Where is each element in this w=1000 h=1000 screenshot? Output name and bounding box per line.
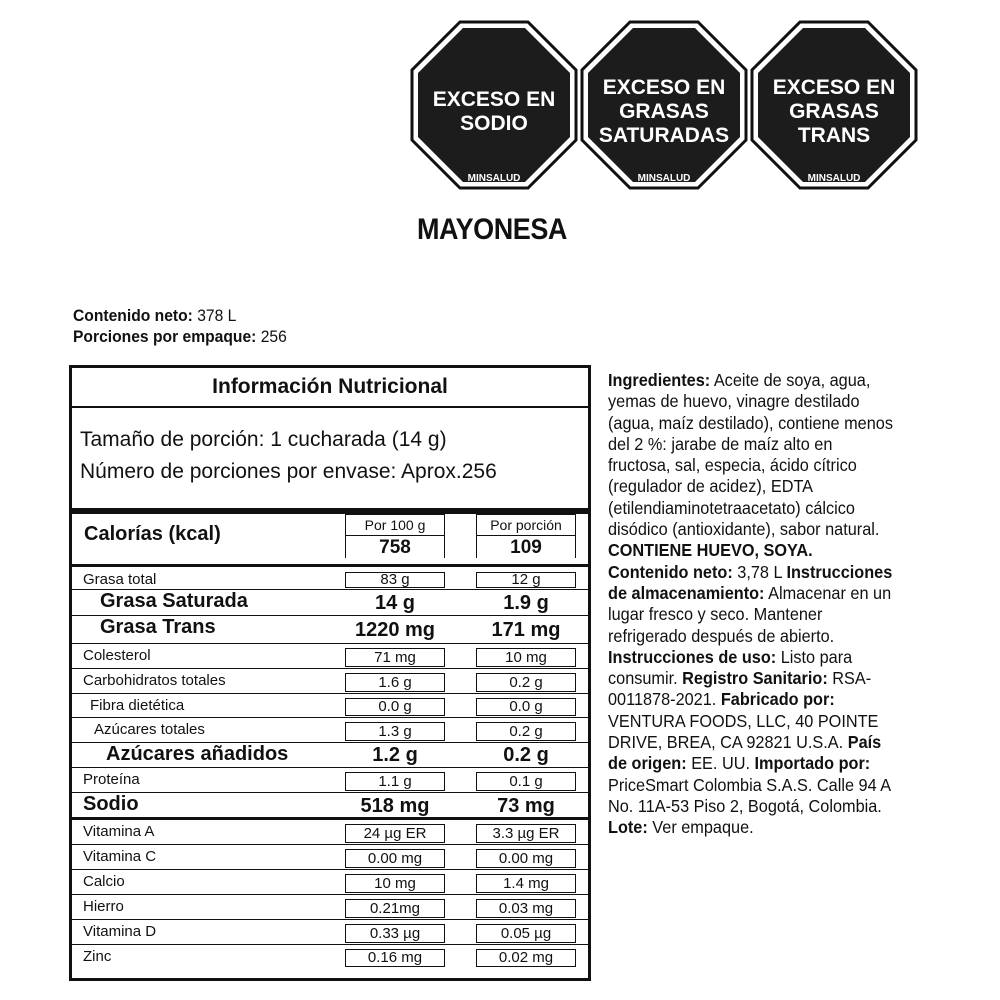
servings-per-package xyxy=(73,327,287,347)
column-header: Por porción xyxy=(490,517,562,533)
warning-seal-grasas-trans xyxy=(750,20,918,190)
ingredients-content: Ver empaque. xyxy=(647,817,754,838)
table-row xyxy=(72,895,588,920)
nutrient-name: Grasa Saturada xyxy=(100,590,248,612)
servings-label: Porciones por empaque: xyxy=(73,327,257,346)
ingredients-label: Fabricado por: xyxy=(720,689,835,710)
column-per-100g xyxy=(345,514,445,558)
ingredients-content: VENTURA FOODS, LLC, 40 POINTE DRIVE, BREA, CA 92821 U.S.A. xyxy=(608,710,879,753)
column-header: Por 100 g xyxy=(364,517,426,533)
value-per-100g: 518 mg xyxy=(360,795,430,817)
nutrient-name: Hierro xyxy=(83,898,124,915)
nutrition-title: Información Nutricional xyxy=(212,375,448,398)
value-per-100g: 1.3 g xyxy=(345,722,445,741)
net-content-value: 378 L xyxy=(192,306,237,325)
nutrient-name: Grasa Trans xyxy=(100,616,216,638)
seal-authority: MINSALUD xyxy=(637,173,691,184)
seal-authority: MINSALUD xyxy=(467,173,521,184)
value-per-100g: 14 g xyxy=(374,592,416,614)
value-per-serving: 1.9 g xyxy=(503,592,549,614)
divider xyxy=(346,535,444,536)
product-name: MAYONESA xyxy=(417,213,567,246)
seal-text: EXCESO EN SODIO xyxy=(432,88,556,135)
table-row xyxy=(72,669,588,694)
net-content-label: Contenido neto: xyxy=(73,306,193,325)
value-per-100g: 0.33 µg xyxy=(345,924,445,943)
value-per-100g: 83 g xyxy=(345,572,445,588)
value-per-serving: 0.05 µg xyxy=(476,924,576,943)
value-per-serving: 0.02 mg xyxy=(476,949,576,967)
table-row xyxy=(72,920,588,945)
value-per-serving: 3.3 µg ER xyxy=(476,824,576,843)
value-per-100g: 1220 mg xyxy=(354,619,436,641)
ingredients-label: Importado por: xyxy=(754,753,871,774)
value-per-100g: 0.21mg xyxy=(345,899,445,918)
servings-value: 256 xyxy=(256,327,287,346)
value-per-serving: 0.1 g xyxy=(476,772,576,791)
ingredients-text xyxy=(608,370,896,839)
table-row xyxy=(72,870,588,895)
nutrient-name: Colesterol xyxy=(83,647,151,664)
servings-count: Número de porciones por envase: Aprox.256 xyxy=(80,460,497,483)
value-per-serving: 171 mg xyxy=(491,619,561,641)
value-per-serving: 0.2 g xyxy=(476,673,576,692)
serving-size: Tamaño de porción: 1 cucharada (14 g) xyxy=(80,428,447,451)
ingredients-label: Ingredientes: xyxy=(608,370,711,390)
value-per-serving: 0.03 mg xyxy=(476,899,576,918)
ingredients-content: Almacenar en un lugar fresco y seco. Mantener refrigerado después de abierto. xyxy=(608,582,892,646)
nutrient-name: Sodio xyxy=(83,793,139,815)
ingredients-content: Aceite de soya, agua, yemas de huevo, vinagre destilado (agua, maíz destilado), contiene menos del 2 %: jarabe de maíz alto en fructosa, sal, especia, ácido cítrico (regulador de acidez), EDTA (etilendiaminotetraacetato) cálcico disódico (antioxidante), sabor natural. xyxy=(608,370,893,540)
nutrient-name: Zinc xyxy=(83,948,112,965)
ingredients-content: Listo para consumir. xyxy=(608,646,853,689)
ingredients-label: Registro Sanitario: xyxy=(682,668,828,689)
table-row xyxy=(72,644,588,669)
nutrient-name: Azúcares añadidos xyxy=(106,743,289,765)
value-per-100g: 0.16 mg xyxy=(345,949,445,967)
nutrient-name: Carbohidratos totales xyxy=(83,672,226,689)
ingredients-content: 3,78 L xyxy=(732,561,787,582)
table-row xyxy=(72,616,588,644)
value-per-serving: 10 mg xyxy=(476,648,576,667)
calories-label: Calorías (kcal) xyxy=(84,523,221,545)
table-row xyxy=(72,845,588,870)
divider xyxy=(72,406,588,408)
ingredients-content: RSA-0011878-2021. xyxy=(608,668,872,710)
nutrient-name: Proteína xyxy=(83,771,140,788)
value-per-100g: 1.6 g xyxy=(345,673,445,692)
table-row xyxy=(72,590,588,616)
ingredients-label: País de origen: xyxy=(608,732,882,774)
ingredients-content: EE. UU. xyxy=(686,753,755,774)
nutrient-name: Azúcares totales xyxy=(94,721,205,738)
nutrient-name: Calcio xyxy=(83,873,125,890)
value-per-100g: 0.0 g xyxy=(345,698,445,716)
table-row xyxy=(72,820,588,845)
value-per-serving: 0.2 g xyxy=(503,744,549,766)
nutrient-name: Vitamina A xyxy=(83,823,155,840)
value-per-serving: 0.2 g xyxy=(476,722,576,741)
ingredients-label: Instrucciones de uso: xyxy=(608,646,777,667)
table-row xyxy=(72,768,588,793)
calories-per-100g: 758 xyxy=(379,537,411,558)
ingredients-label: Instrucciones de almacenamiento: xyxy=(608,561,893,603)
warning-seal-grasas-saturadas xyxy=(580,20,748,190)
nutrient-name: Grasa total xyxy=(83,571,157,588)
value-per-100g: 0.00 mg xyxy=(345,849,445,868)
nutrient-name: Vitamina C xyxy=(83,848,157,865)
table-row xyxy=(72,793,588,820)
table-row xyxy=(72,945,588,969)
value-per-serving: 73 mg xyxy=(497,795,555,817)
table-row xyxy=(72,718,588,743)
nutrient-name: Fibra dietética xyxy=(90,697,185,714)
value-per-100g: 10 mg xyxy=(345,874,445,893)
value-per-serving: 0.00 mg xyxy=(476,849,576,868)
table-row xyxy=(72,568,588,590)
ingredients-label: CONTIENE HUEVO, SOYA. Contenido neto: xyxy=(608,540,813,582)
divider-thick xyxy=(72,564,588,567)
table-row xyxy=(72,694,588,718)
value-per-100g: 1.1 g xyxy=(345,772,445,791)
nutrition-table xyxy=(69,365,591,981)
nutrient-name: Vitamina D xyxy=(83,923,157,940)
divider xyxy=(477,535,575,536)
value-per-serving: 12 g xyxy=(476,572,576,588)
table-row xyxy=(72,743,588,768)
value-per-100g: 1.2 g xyxy=(372,744,418,766)
value-per-100g: 71 mg xyxy=(345,648,445,667)
value-per-serving: 1.4 mg xyxy=(476,874,576,893)
ingredients-content: PriceSmart Colombia S.A.S. Calle 94 A No. 11A-53 Piso 2, Bogotá, Colombia. xyxy=(608,774,891,816)
seal-authority: MINSALUD xyxy=(807,173,861,184)
net-content xyxy=(73,306,236,326)
value-per-100g: 24 µg ER xyxy=(345,824,445,843)
warning-seal-sodio xyxy=(410,20,578,190)
calories-per-serving: 109 xyxy=(510,537,542,558)
serving-info xyxy=(80,424,497,488)
value-per-serving: 0.0 g xyxy=(476,698,576,716)
ingredients-label: Lote: xyxy=(608,817,648,838)
seal-text: EXCESO EN GRASAS SATURADAS xyxy=(598,76,730,147)
column-per-serving xyxy=(476,514,576,558)
seal-text: EXCESO EN GRASAS TRANS xyxy=(772,76,896,147)
